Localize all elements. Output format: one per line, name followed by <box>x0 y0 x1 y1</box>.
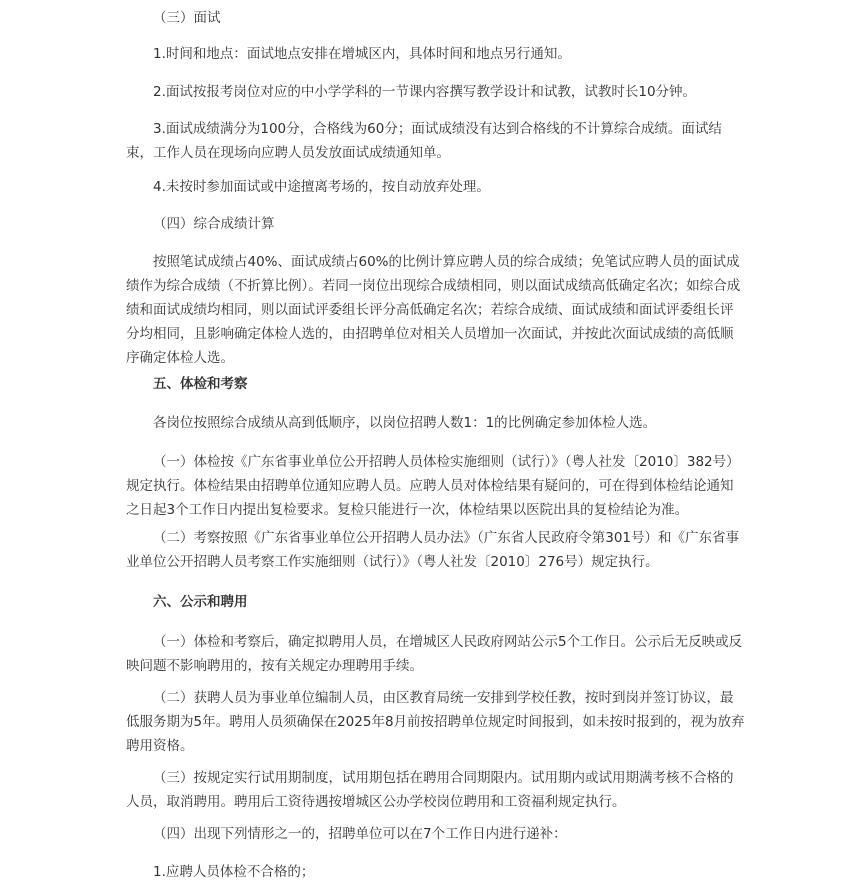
paragraph: （一）体检按《广东省事业单位公开招聘人员体检实施细则（试行）》（粤人社发〔2010〕382号）规定执行。体检结果由招聘单位通知应聘人员。应聘人员对体检结果有疑问的，可在得到体检结论通知之日起3个工作日内提出复检要求。复检只能进行一次，体检结果以医院出具的复检结论为准。 <box>126 454 740 518</box>
paragraph: 1.时间和地点：面试地点安排在增城区内，具体时间和地点另行通知。 <box>153 46 571 62</box>
paragraph: （二）获聘人员为事业单位编制人员，由区教育局统一安排到学校任教，按时到岗并签订协议，最低服务期为5年。聘用人员须确保在2025年8月前按招聘单位规定时间报到，如未按时报到的，视为放弃聘用资格。 <box>126 690 745 754</box>
paragraph: 各岗位按照综合成绩从高到低顺序，以岗位招聘人数1：1的比例确定参加体检人选。 <box>153 415 657 431</box>
paragraph: （四）出现下列情形之一的，招聘单位可以在7个工作日内进行递补： <box>153 826 567 842</box>
paragraph: 3.面试成绩满分为100分，合格线为60分；面试成绩没有达到合格线的不计算综合成绩。面试结束，工作人员在现场向应聘人员发放面试成绩通知单。 <box>126 121 722 161</box>
section-heading-physical-exam: 五、体检和考察 <box>153 376 248 392</box>
list-item: 1.应聘人员体检不合格的； <box>153 864 315 880</box>
paragraph: 4.未按时参加面试或中途擅离考场的，按自动放弃处理。 <box>153 179 490 195</box>
paragraph: （一）体检和考察后，确定拟聘用人员，在增城区人民政府网站公示5个工作日。公示后无反映或反映问题不影响聘用的，按有关规定办理聘用手续。 <box>126 634 743 674</box>
paragraph: （三）按规定实行试用期制度，试用期包括在聘用合同期限内。试用期内或试用期满考核不合格的人员，取消聘用。聘用后工资待遇按增城区公办学校岗位聘用和工资福利规定执行。 <box>126 770 734 810</box>
paragraph: （二）考察按照《广东省事业单位公开招聘人员办法》（广东省人民政府令第301号）和《广东省事业单位公开招聘人员考察工作实施细则（试行）》（粤人社发〔2010〕276号）规定执行。 <box>126 530 740 570</box>
section-heading-publicity-hiring: 六、公示和聘用 <box>153 594 248 610</box>
paragraph: 按照笔试成绩占40%、面试成绩占60%的比例计算应聘人员的综合成绩；免笔试应聘人员的面试成绩作为综合成绩（不折算比例）。若同一岗位出现综合成绩相同，则以面试成绩高低确定名次；如综合成绩和面试成绩均相同，则以面试评委组长评分高低确定名次；若综合成绩、面试成绩和面试评委组长评分均相同，且影响确定体检人选的，由招聘单位对相关人员增加一次面试，并按此次面试成绩的高低顺序确定体检人选。 <box>126 254 741 366</box>
section-score-heading: （四）综合成绩计算 <box>153 216 275 232</box>
paragraph: 2.面试按报考岗位对应的中小学学科的一节课内容撰写教学设计和试教，试教时长10分钟。 <box>153 84 697 100</box>
section-interview-heading: （三）面试 <box>153 10 221 26</box>
